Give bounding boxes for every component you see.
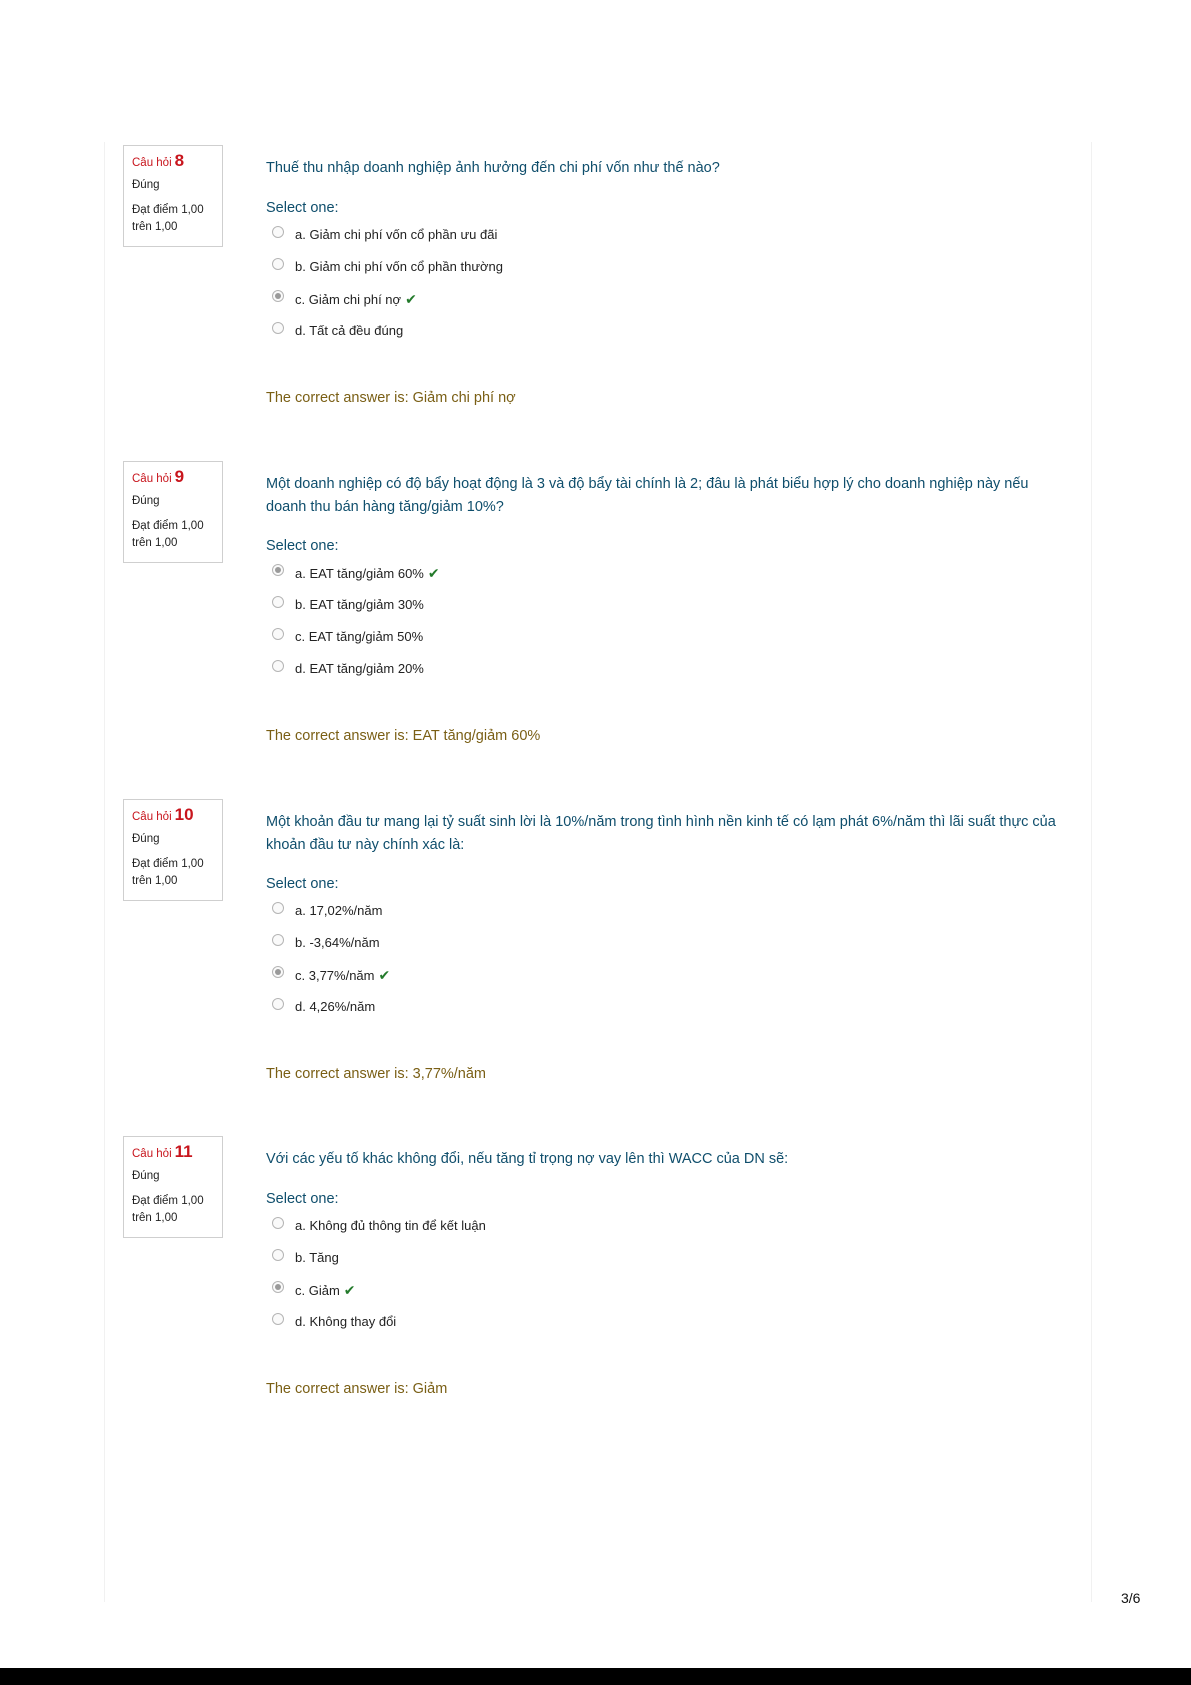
radio-button-checked[interactable] <box>272 564 284 576</box>
radio-button[interactable] <box>272 998 284 1010</box>
answer-option-a[interactable]: a. EAT tăng/giảm 60% ✔ <box>272 562 1056 594</box>
question-grade: Đạt điểm 1,00 trên 1,00 <box>132 204 204 233</box>
radio-button-checked[interactable] <box>272 966 284 978</box>
question-info-box <box>123 799 223 901</box>
question-number: Câu hỏi 9 <box>132 467 185 486</box>
select-one-prompt: Select one: <box>266 876 339 892</box>
radio-button-checked[interactable] <box>272 290 284 302</box>
answer-list <box>272 562 1056 690</box>
question-content <box>266 799 1056 1082</box>
question-content <box>266 461 1056 744</box>
bottom-edge-bar <box>0 1668 1191 1685</box>
answer-option-c[interactable]: c. 3,77%/năm ✔ <box>272 964 1056 996</box>
radio-button[interactable] <box>272 1249 284 1261</box>
radio-button[interactable] <box>272 1313 284 1325</box>
question-text: Thuế thu nhập doanh nghiệp ảnh hưởng đến chi phí vốn như thế nào? <box>266 160 720 176</box>
check-icon: ✔ <box>343 1281 356 1298</box>
question-number: Câu hỏi 11 <box>132 1142 193 1161</box>
answer-option-a[interactable]: a. Không đủ thông tin để kết luận <box>272 1215 1056 1247</box>
radio-button[interactable] <box>272 258 284 270</box>
answer-option-d[interactable]: d. 4,26%/năm <box>272 996 1056 1028</box>
answer-option-b[interactable]: b. Giảm chi phí vốn cổ phần thường <box>272 256 1056 288</box>
answer-option-c[interactable]: c. Giảm chi phí nợ ✔ <box>272 288 1056 320</box>
select-one-prompt: Select one: <box>266 1190 339 1207</box>
page-indicator: 3/6 <box>1121 1590 1141 1606</box>
question-state: Đúng <box>132 495 160 507</box>
question-content <box>266 1136 1056 1397</box>
correct-answer-feedback: The correct answer is: Giảm <box>266 1380 448 1397</box>
question-text: Một khoản đầu tư mang lại tỷ suất sinh lời là 10%/năm trong tình hình nền kinh tế có lạm phát 6%/năm thì lãi suất thực của khoản đầu tư này chính xác là: <box>266 814 1056 853</box>
question-grade: Đạt điểm 1,00 trên 1,00 <box>132 1195 204 1224</box>
question-state: Đúng <box>132 1170 160 1182</box>
answer-list <box>272 900 1056 1028</box>
answer-option-b[interactable]: b. -3,64%/năm <box>272 932 1056 964</box>
select-one-prompt: Select one: <box>266 199 339 216</box>
check-icon: ✔ <box>427 565 440 581</box>
correct-answer-feedback: The correct answer is: EAT tăng/giảm 60% <box>266 728 541 744</box>
select-one-prompt: Select one: <box>266 538 339 554</box>
answer-option-d[interactable]: d. EAT tăng/giảm 20% <box>272 658 1056 690</box>
answer-option-a[interactable]: a. 17,02%/năm <box>272 900 1056 932</box>
radio-button[interactable] <box>272 322 284 334</box>
answer-option-c[interactable]: c. EAT tăng/giảm 50% <box>272 626 1056 658</box>
answer-option-a[interactable]: a. Giảm chi phí vốn cổ phần ưu đãi <box>272 224 1056 256</box>
correct-answer-feedback: The correct answer is: 3,77%/năm <box>266 1066 487 1082</box>
answer-option-d[interactable]: d. Không thay đổi <box>272 1311 1056 1343</box>
check-icon: ✔ <box>378 967 391 983</box>
question-text: Với các yếu tố khác không đổi, nếu tăng tỉ trọng nợ vay lên thì WACC của DN sẽ: <box>266 1151 789 1167</box>
question-text: Một doanh nghiệp có độ bẩy hoạt động là 3 và độ bẩy tài chính là 2; đâu là phát biểu hợp lý cho doanh nghiệp này nếu doanh thu bán hàng tăng/giảm 10%? <box>266 476 1029 515</box>
radio-button[interactable] <box>272 226 284 238</box>
question-info-box <box>123 461 223 563</box>
check-icon: ✔ <box>405 290 417 307</box>
radio-button[interactable] <box>272 1217 284 1229</box>
question-number: Câu hỏi 10 <box>132 805 194 824</box>
answer-option-b[interactable]: b. EAT tăng/giảm 30% <box>272 594 1056 626</box>
radio-button[interactable] <box>272 902 284 914</box>
radio-button[interactable] <box>272 934 284 946</box>
question-info-box <box>123 145 223 247</box>
question-grade: Đạt điểm 1,00 trên 1,00 <box>132 520 204 549</box>
answer-list <box>272 224 1056 352</box>
answer-option-c[interactable]: c. Giảm ✔ <box>272 1279 1056 1311</box>
question-number: Câu hỏi 8 <box>132 151 185 170</box>
radio-button-checked[interactable] <box>272 1281 284 1293</box>
question-info-box <box>123 1136 223 1238</box>
answer-option-d[interactable]: d. Tất cả đều đúng <box>272 320 1056 352</box>
radio-button[interactable] <box>272 596 284 608</box>
question-grade: Đạt điểm 1,00 trên 1,00 <box>132 858 204 887</box>
question-content <box>266 145 1056 406</box>
correct-answer-feedback: The correct answer is: Giảm chi phí nợ <box>266 389 516 406</box>
answer-list <box>272 1215 1056 1343</box>
radio-button[interactable] <box>272 628 284 640</box>
question-state: Đúng <box>132 179 160 191</box>
answer-option-b[interactable]: b. Tăng <box>272 1247 1056 1279</box>
question-state: Đúng <box>132 833 160 845</box>
radio-button[interactable] <box>272 660 284 672</box>
